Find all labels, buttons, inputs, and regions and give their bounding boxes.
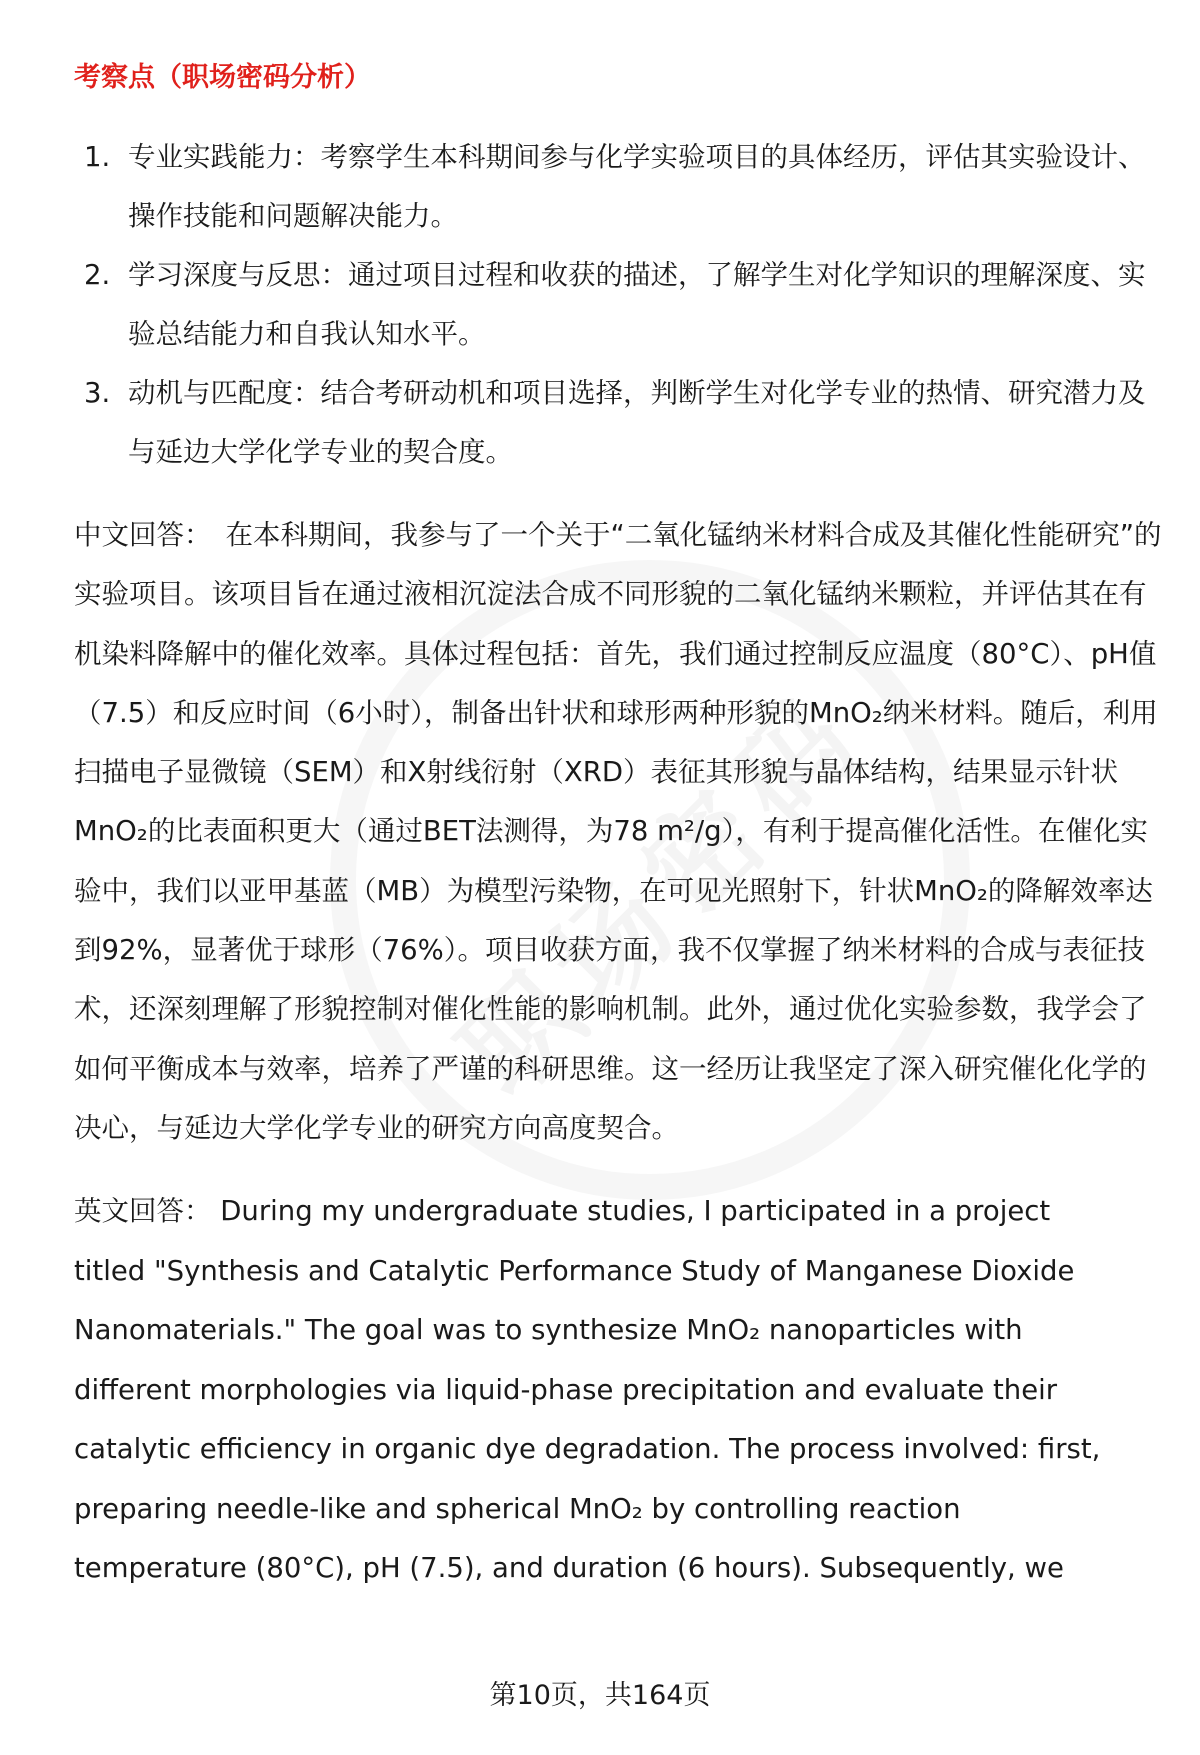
chinese-answer	[74, 506, 1164, 1158]
english-answer-label: 英文回答：	[74, 1195, 212, 1228]
point-number: 1.	[84, 141, 111, 173]
point-text: 专业实践能力：考察学生本科期间参与化学实验项目的具体经历，评估其实验设计、操作技能和问题解决能力。	[128, 141, 1146, 232]
point-text: 学习深度与反思：通过项目过程和收获的描述，了解学生对化学知识的理解深度、实验总结能力和自我认知水平。	[128, 259, 1146, 350]
section-heading: 考察点（职场密码分析）	[74, 62, 371, 93]
assessment-point	[84, 364, 1146, 482]
point-number: 2.	[84, 259, 111, 291]
chinese-answer-text: 在本科期间，我参与了一个关于“二氧化锰纳米材料合成及其催化性能研究”的实验项目。该项目旨在通过液相沉淀法合成不同形貌的二氧化锰纳米颗粒，并评估其在有机染料降解中的催化效率。具体过程包括：首先，我们通过控制反应温度（80°C）、pH值（7.5）和反应时间（6小时），制备出针状和球形两种形貌的MnO₂纳米材料。随后，利用扫描电子显微镜（SEM）和X射线衍射（XRD）表征其形貌与晶体结构，结果显示针状MnO₂的比表面积更大（通过BET法测得，为78 m²/g），有利于提高催化活性。在催化实验中，我们以亚甲基蓝（MB）为模型污染物，在可见光照射下，针状MnO₂的降解效率达到92%，显著优于球形（76%）。项目收获方面，我不仅掌握了纳米材料的合成与表征技术，还深刻理解了形貌控制对催化性能的影响机制。此外，通过优化实验参数，我学会了如何平衡成本与效率，培养了严谨的科研思维。这一经历让我坚定了深入研究催化化学的决心，与延边大学化学专业的研究方向高度契合。	[74, 519, 1162, 1144]
assessment-point	[84, 128, 1146, 246]
assessment-point	[84, 246, 1146, 364]
point-number: 3.	[84, 377, 111, 409]
chinese-answer-label: 中文回答：	[74, 519, 212, 551]
point-text: 动机与匹配度：结合考研动机和项目选择，判断学生对化学专业的热情、研究潜力及与延边大学化学专业的契合度。	[128, 377, 1146, 468]
english-answer	[74, 1182, 1124, 1599]
english-answer-text: During my undergraduate studies, I participated in a project titled "Synthesis and Catalytic Performance Study of Manganese Dioxide Nanomaterials." The goal was to synthesize MnO₂ nanoparticles with different morphologies via liquid-phase precipitation and evaluate their catalytic efficiency in organic dye degradation. The process involved: first, preparing needle-like and spherical MnO₂ by controlling reaction temperature (80°C), pH (7.5), and duration (6 hours). Subsequently, we	[74, 1195, 1101, 1585]
assessment-points-list	[0, 128, 1200, 482]
page-footer: 第10页，共164页	[489, 1680, 711, 1711]
